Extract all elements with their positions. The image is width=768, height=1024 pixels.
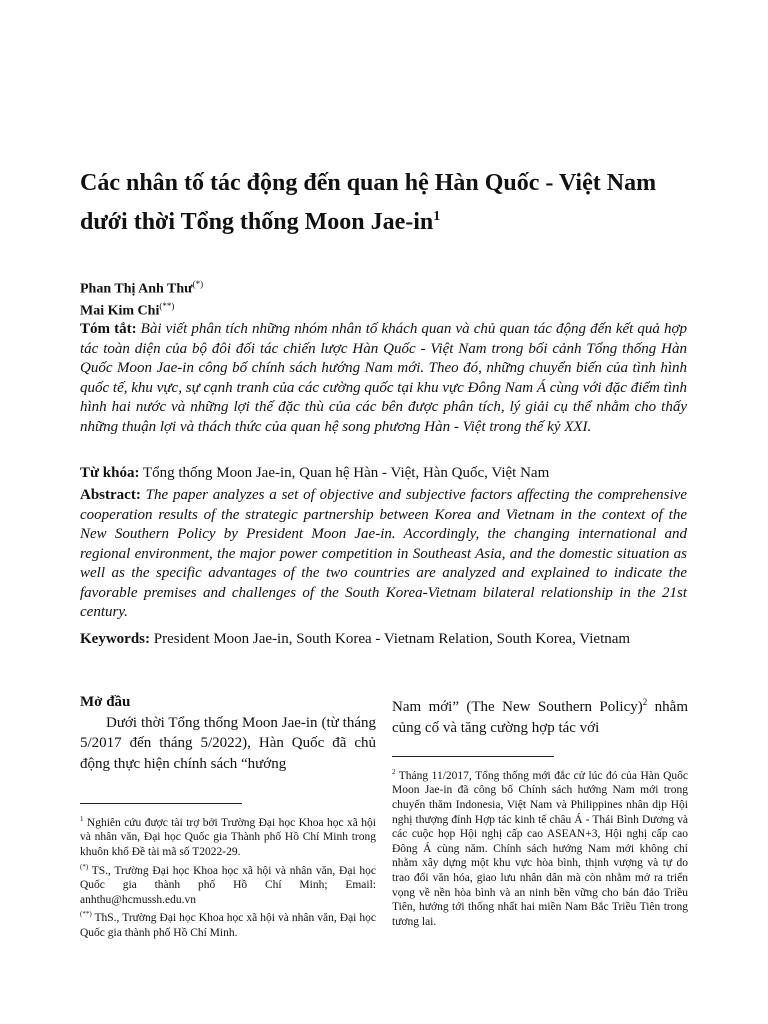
intro-right-text-2: nhằm củng cố và tăng cường hợp tác với bbox=[392, 699, 688, 736]
footnote-2-ref: 2 bbox=[642, 697, 648, 707]
footnote-mark: 2 bbox=[392, 768, 396, 776]
footnote-text: Nghiên cứu được tài trợ bởi Trường Đại học Khoa học xã hội và nhân văn, Đại học Quốc gia Thành phố Hồ Chí Minh trong khuôn khổ Đề tài mã số T2022-29. bbox=[80, 816, 376, 859]
author-1 bbox=[80, 275, 203, 299]
footnote-mark: (**) bbox=[80, 910, 92, 919]
author-mark: (**) bbox=[159, 301, 175, 311]
author-2 bbox=[80, 297, 174, 321]
footnote-1 bbox=[80, 812, 376, 860]
author-mark: (*) bbox=[192, 279, 204, 289]
keywords-en-label: Keywords: bbox=[80, 631, 150, 647]
abstract-en bbox=[80, 486, 687, 623]
intro-heading: Mở đầu bbox=[80, 694, 131, 710]
summary-label: Tóm tắt: bbox=[80, 321, 137, 337]
keywords-en-text: President Moon Jae-in, South Korea - Vietnam Relation, South Korea, Vietnam bbox=[153, 631, 631, 647]
keywords-en bbox=[80, 630, 687, 650]
author-name: Mai Kim Chi bbox=[80, 303, 160, 319]
footnote-divider-right bbox=[392, 756, 554, 757]
footnote-author-2 bbox=[80, 907, 376, 940]
abstract-label: Abstract: bbox=[80, 487, 141, 503]
intro-right-text: Nam mới” (The New Southern Policy) bbox=[392, 699, 643, 715]
footnote-text: ThS., Trường Đại học Khoa học xã hội và nhân văn, Đại học Quốc gia thành phố Hồ Chí Minh. bbox=[80, 912, 376, 939]
intro-left-column bbox=[80, 692, 376, 774]
summary-vi bbox=[80, 320, 687, 437]
intro-right-paragraph bbox=[392, 692, 688, 738]
footnotes-right bbox=[392, 765, 688, 929]
author-name: Phan Thị Anh Thư bbox=[80, 281, 193, 297]
title-footnote-mark: 1 bbox=[433, 209, 441, 224]
footnote-2 bbox=[392, 765, 688, 929]
article-title bbox=[80, 166, 700, 239]
intro-left-text: Dưới thời Tổng thống Moon Jae-in (từ tháng 5/2017 đến tháng 5/2022), Hàn Quốc đã chủ động thực hiện chính sách “hướng bbox=[80, 714, 376, 772]
footnote-text: TS., Trường Đại học Khoa học xã hội và nhân văn, Đại học Quốc gia thành phố Hồ Chí Minh; Email: anhthu@hcmussh.edu.vn bbox=[80, 864, 376, 906]
footnote-mark: (*) bbox=[80, 862, 89, 871]
title-text: Các nhân tố tác động đến quan hệ Hàn Quốc - Việt Nam dưới thời Tổng thống Moon Jae-in bbox=[80, 170, 657, 235]
intro-right-column bbox=[392, 692, 688, 738]
footnote-mark: 1 bbox=[80, 815, 84, 823]
footnote-divider-left bbox=[80, 803, 242, 804]
summary-text: Bài viết phân tích những nhóm nhân tố khách quan và chủ quan tác động đến kết quả hợp tác toàn diện của bộ đôi đối tác chiến lược Hàn Quốc - Việt Nam trong bối cảnh Tổng thống Hàn Quốc Moon Jae-in công bố chính sách hướng Nam mới. Theo đó, những chuyển biến của tình hình quốc tế, khu vực, sự cạnh tranh của các cường quốc tại khu vực Đông Nam Á cùng với đặc điểm tình hình hai nước và những lợi thế đặc thù của các bên được phân tích, lý giải cụ thể nhằm cho thấy những thuận lợi và thách thức của quan hệ song phương Hàn - Việt trong thế kỷ XXI. bbox=[80, 321, 687, 435]
keywords-vi-text: Tổng thống Moon Jae-in, Quan hệ Hàn - Việt, Hàn Quốc, Việt Nam bbox=[142, 465, 550, 481]
footnote-text: Tháng 11/2017, Tổng thống mới đắc cử lúc đó của Hàn Quốc Moon Jae-in đã công bố Chính sách hướng Nam mới trong chuyến thăm Indonesia, Việt Nam và Philippines nhân dịp Hội nghị thượng đỉnh Hợp tác kinh tế châu Á - Thái Bình Dương và các cuộc họp Hội nghị cấp cao ASEAN+3, Hội nghị cấp cao Đông Á cùng năm. Chính sách hướng Nam mới không chỉ nhằm xây dựng một khu vực hòa bình, thịnh vượng và tự do trao đổi văn hóa, giao lưu nhân dân mà còn nhằm mở ra triển vọng về nền hòa bình và an ninh bền vững cho bán đảo Triều Tiên, hướng tới thống nhất hai miền Nam Bắc Triều Tiên trong tương lai. bbox=[392, 769, 688, 928]
footnote-author-1 bbox=[80, 860, 376, 908]
keywords-vi bbox=[80, 464, 687, 484]
abstract-text: The paper analyzes a set of objective and subjective factors affecting the comprehensive cooperation results of the strategic partnership between Korea and Vietnam in the context of the New Southern Policy by President Moon Jae-in. Accordingly, the changing international and regional environment, the major power competition in Southeast Asia, and the domestic situation as well as the specific advantages of the two countries are analyzed and explained to indicate the favorable premises and challenges of the South Korea-Vietnam bilateral relationship in the 21st century. bbox=[80, 487, 687, 620]
footnotes-left bbox=[80, 812, 376, 940]
keywords-vi-label: Từ khóa: bbox=[80, 465, 140, 481]
